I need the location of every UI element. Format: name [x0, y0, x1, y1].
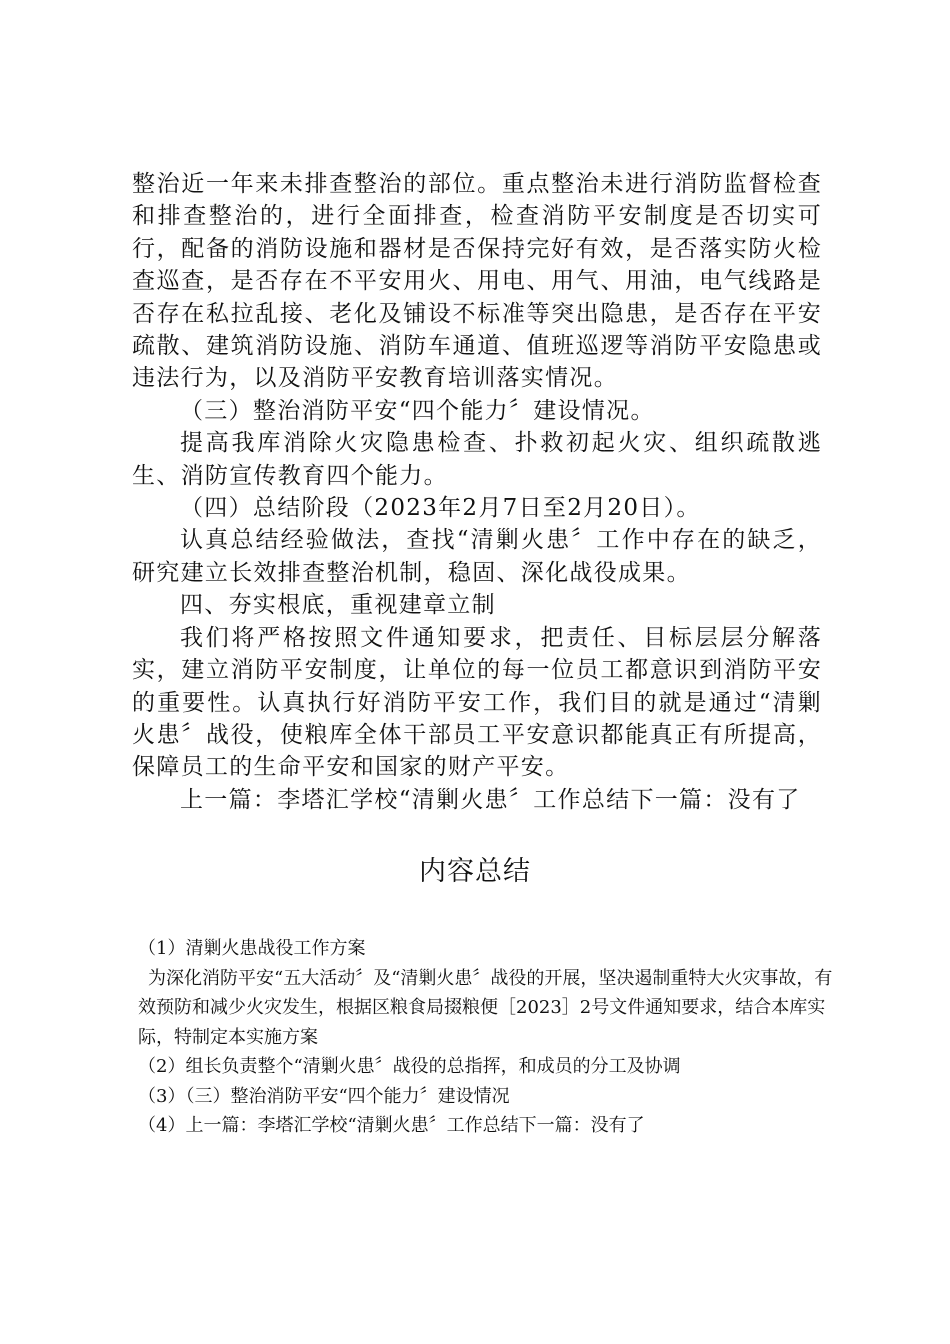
section-heading: （四）总结阶段（2023年2月7日至2月20日）。 — [180, 495, 701, 522]
summary-paragraph: 为深化消防平安“五大活动〞及“清剿火患〞战役的开展，坚决遏制重特大火灾事故，有效预防和减少火灾发生，根据区粮食局掇粮便［2023］2号文件通知要求，结合本库实际，特制定本实施方案 — [138, 967, 833, 1048]
document-body — [132, 168, 822, 816]
summary-title: 内容总结 — [419, 856, 531, 887]
summary-item: （3）（三）整治消防平安“四个能力〞建设情况 — [138, 1085, 510, 1107]
body-paragraph: 我们将严格按照文件通知要求，把责任、目标层层分解落实，建立消防平安制度，让单位的每一位员工都意识到消防平安的重要性。认真执行好消防平安工作，我们目的就是通过“清剿火患〞战役，使粮库全体干部员工平安意识都能真正有所提高，保障员工的生命平安和国家的财产平安。 — [132, 624, 822, 781]
body-paragraph: 认真总结经验做法，查找“清剿火患〞工作中存在的缺乏，研究建立长效排查整治机制，稳固、深化战役成果。 — [132, 527, 822, 586]
summary-list — [138, 934, 838, 1141]
body-paragraph: 整治近一年来未排查整治的部位。重点整治未进行消防监督检查和排查整治的，进行全面排查，检查消防平安制度是否切实可行，配备的消防设施和器材是否保持完好有效，是否落实防火检查巡查，是否存在不平安用火、用电、用气、用油，电气线路是否存在私拉乱接、老化及铺设不标准等突出隐患，是否存在平安疏散、建筑消防设施、消防车通道、值班巡逻等消防平安隐患或违法行为，以及消防平安教育培训落实情况。 — [132, 171, 822, 392]
section-heading: （三）整治消防平安“四个能力〞建设情况。 — [180, 397, 655, 424]
navigation-links-text: 上一篇：李塔汇学校“清剿火患〞工作总结下一篇：没有了 — [180, 786, 801, 813]
body-paragraph: 提高我库消除火灾隐患检查、扑救初起火灾、组织疏散逃生、消防宣传教育四个能力。 — [132, 430, 822, 489]
summary-item: （1）清剿火患战役工作方案 — [138, 938, 366, 959]
summary-item: （4）上一篇：李塔汇学校“清剿火患〞工作总结下一篇：没有了 — [138, 1115, 645, 1136]
section-heading: 四、夯实根底，重视建章立制 — [180, 592, 496, 619]
summary-item: （2）组长负责整个“清剿火患〞战役的总指挥，和成员的分工及协调 — [138, 1056, 681, 1077]
